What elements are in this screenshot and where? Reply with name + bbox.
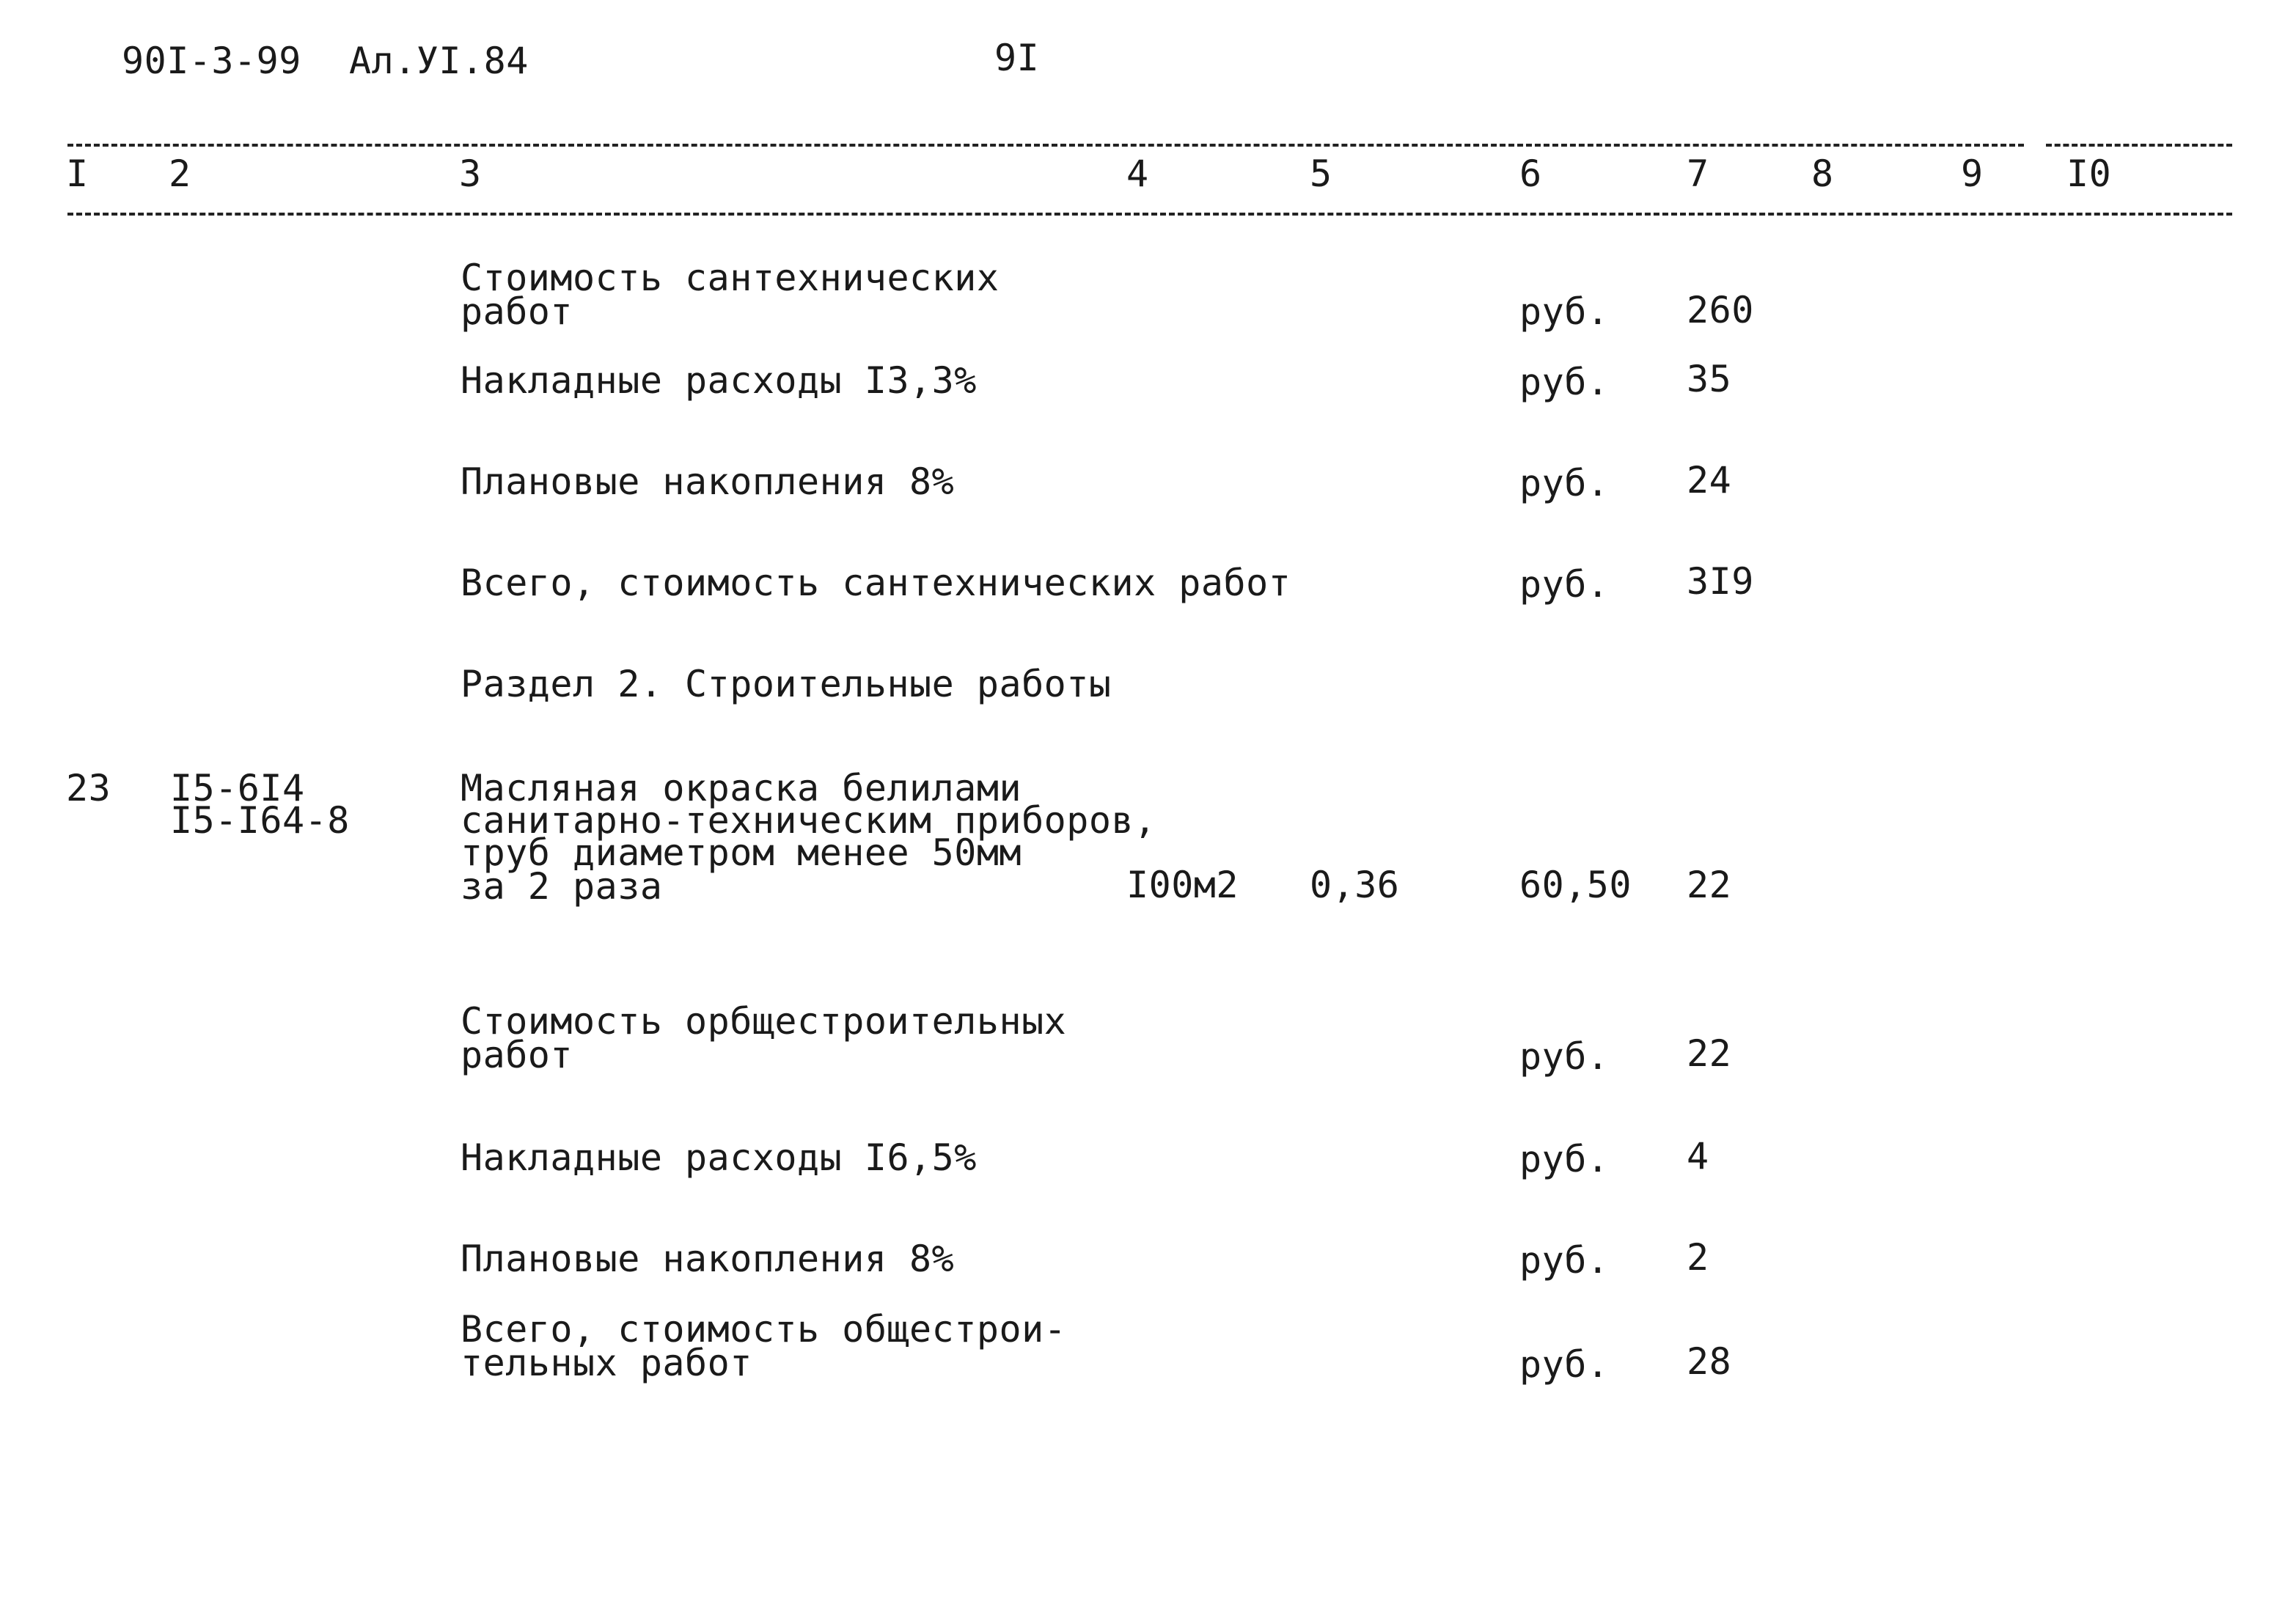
column-header-2: 2 [169,153,191,195]
row-planned-savings-construction-unit: руб. [1519,1239,1610,1282]
row-total-construction-name-line1: Всего, стоимость общестрои- [461,1308,1067,1351]
column-header-4: 4 [1126,153,1149,195]
row-overhead-plumbing-unit: руб. [1519,361,1610,403]
row-total-construction-name-line2: тельных работ [461,1342,752,1384]
column-header-6: 6 [1519,153,1542,195]
row-plumbing-cost-name-line2: работ [461,290,573,333]
table-header-bottom-rule [67,213,2232,216]
row-item-quantity: 0,36 [1310,864,1400,906]
row-plumbing-cost-value: 260 [1687,289,1754,331]
row-planned-savings-plumbing-value: 24 [1687,459,1732,501]
row-overhead-plumbing-name: Накладные расходы I3,3% [461,359,977,402]
row-overhead-construction-unit: руб. [1519,1138,1610,1180]
row-overhead-plumbing-value: 35 [1687,358,1732,400]
row-planned-savings-plumbing-unit: руб. [1519,462,1610,504]
row-construction-cost-unit: руб. [1519,1035,1610,1078]
row-item-name-line1: Масляная окраска белилами [461,767,1022,809]
table-top-rule [67,144,2024,147]
row-total-construction-unit: руб. [1519,1343,1610,1386]
row-item-number: 23 [66,767,111,809]
column-header-5: 5 [1310,153,1332,195]
section-heading: Раздел 2. Строительные работы [461,663,1112,705]
row-planned-savings-construction-name: Плановые накопления 8% [461,1238,955,1280]
row-item-code-line1: I5-6I4 [170,767,305,809]
row-item-unit-price: 60,50 [1519,864,1632,906]
column-header-3: 3 [459,153,482,195]
row-plumbing-cost-unit: руб. [1519,290,1610,333]
column-header-1: I [66,153,89,195]
row-planned-savings-construction-value: 2 [1687,1236,1709,1279]
row-total-plumbing-value: 3I9 [1687,560,1754,603]
row-item-measure-unit: I00м2 [1126,864,1239,906]
column-header-9: 9 [1961,153,1984,195]
row-overhead-construction-value: 4 [1687,1135,1709,1177]
row-item-name-line2: санитарно-техническим приборов, [461,799,1156,842]
row-total-plumbing-unit: руб. [1519,563,1610,606]
row-item-name-line4: за 2 раза [461,865,663,908]
column-header-8: 8 [1811,153,1834,195]
row-construction-cost-name-line2: работ [461,1034,573,1076]
row-item-code-line2: I5-I64-8 [170,799,350,842]
row-construction-cost-name-line1: Стоимость орбщестроительных [461,1000,1067,1043]
table-top-rule-right [2046,144,2232,147]
row-plumbing-cost-name-line1: Стоимость сантехнических [461,257,1000,299]
row-planned-savings-plumbing-name: Плановые накопления 8% [461,460,955,503]
row-total-construction-value: 28 [1687,1340,1732,1383]
column-header-10: I0 [2066,153,2112,195]
row-overhead-construction-name: Накладные расходы I6,5% [461,1136,977,1179]
row-construction-cost-value: 22 [1687,1032,1732,1075]
row-total-plumbing-name: Всего, стоимость сантехнических работ [461,562,1291,604]
row-item-name-line3: труб диаметром менее 50мм [461,831,1022,874]
row-item-value: 22 [1687,864,1732,906]
page-number: 9I [994,37,1040,79]
column-header-7: 7 [1687,153,1709,195]
album-number: Ал.УI.84 [349,40,529,82]
document-code: 90I-3-99 [122,40,301,82]
